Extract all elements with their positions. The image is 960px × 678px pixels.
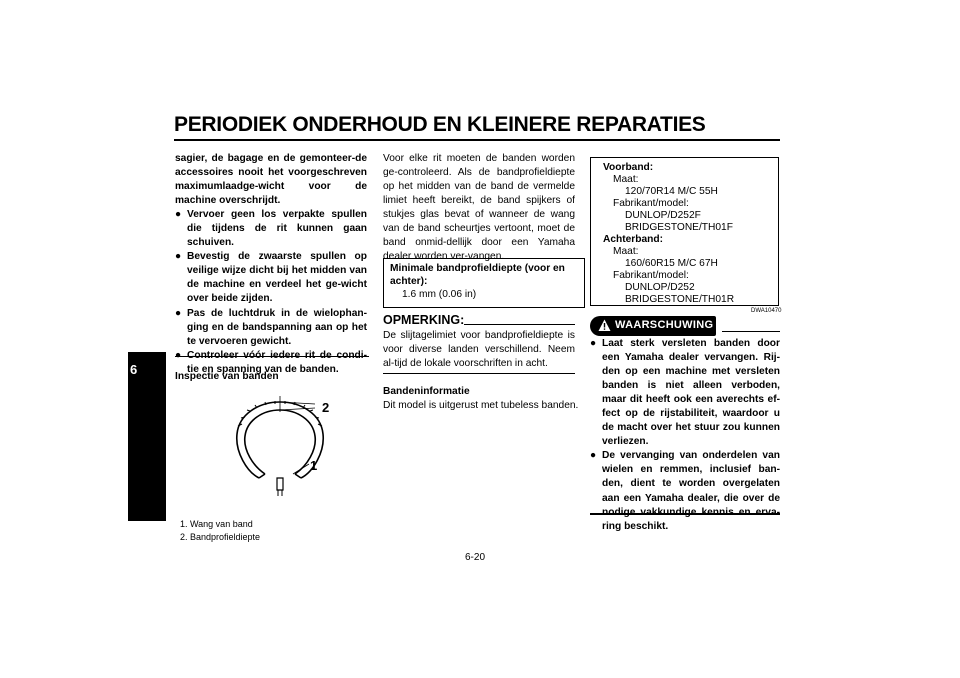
bullet-icon: ● <box>175 307 182 319</box>
tire-spec-box <box>590 157 779 306</box>
intro-text: sagier, de bagage en de gemonteer-de accessoires nooit het voorgeschreven maximumlaadge-wicht voor de machine overschrijdt. <box>175 153 367 207</box>
warning-end-rule <box>590 513 780 515</box>
bullet-icon: ● <box>590 338 597 349</box>
front-maker-label: Fabrikant/model: <box>613 198 689 209</box>
rear-tire-label: Achterband: <box>603 234 663 245</box>
note-heading-rule <box>464 324 575 325</box>
column-1 <box>175 152 367 377</box>
bullet-text: Pas de luchtdruk in de wielophan-ging en de bandspanning aan op het te vervoeren gewicht. <box>187 307 367 347</box>
bullet-text: Vervoer geen los verpakte spullen die tijdens de rit kunnen gaan schuiven. <box>187 209 367 249</box>
min-depth-box <box>383 258 585 308</box>
page-title: PERIODIEK ONDERHOUD EN KLEINERE REPARATIES <box>174 113 706 136</box>
front-model-1: DUNLOP/D252F <box>625 210 701 221</box>
bullet-text: Laat sterk versleten banden door een Yamaha dealer vervangen. Rij-den op een machine met versleten banden is niet alleen verboden, maar dit heeft ook een averechts ef-fect op de rijstabiliteit, waardoor u de macht over het stuur zou kunnen verliezen. <box>602 338 780 448</box>
front-size-value: 120/70R14 M/C 55H <box>625 186 718 197</box>
bullet-icon: ● <box>590 450 597 462</box>
info-text: Dit model is uitgerust met tubeless banden. <box>383 400 579 411</box>
bullet-text: De vervanging van onderdelen van wielen en remmen, inclusief ban-den, dient te worden overgelaten aan een Yamaha dealer, die over de ring beschikt. <box>602 450 780 532</box>
caption-line: 1. Wang van band <box>180 519 253 529</box>
note-heading: OPMERKING: <box>383 313 465 327</box>
title-rule <box>174 139 780 141</box>
rear-model-1: DUNLOP/D252 <box>625 282 695 293</box>
caption-line: 2. Bandprofieldiepte <box>180 532 261 542</box>
note-end-rule <box>383 373 575 374</box>
section-heading: Inspectie van banden <box>175 371 279 382</box>
bullet-icon: ● <box>175 251 182 263</box>
chapter-tab <box>128 352 166 521</box>
min-depth-value: 1.6 mm (0.06 in) <box>402 289 477 300</box>
note-text: De slijtagelimiet voor bandprofieldiepte is voor diverse landen verschillend. Neem al-tijd de lokale voorschriften in acht. <box>383 330 575 370</box>
warning-code: DWA10470 <box>751 308 782 314</box>
warning-triangle-icon <box>598 319 611 332</box>
rear-size-value: 160/60R15 M/C 67H <box>625 258 718 269</box>
rear-size-label: Maat: <box>613 246 639 257</box>
warning-label: WAARSCHUWING <box>615 319 714 331</box>
figure-captions <box>180 518 260 544</box>
bullet-text: Bevestig de zwaarste spullen op veilige wijze dicht bij het midden van de machine en verdeel het ge-wicht over beide zijden. <box>187 251 367 305</box>
warning-bullet <box>590 449 780 533</box>
rear-maker-label: Fabrikant/model: <box>613 270 689 281</box>
front-size-label: Maat: <box>613 174 639 185</box>
bullet-item <box>175 208 367 250</box>
warning-text <box>590 337 780 534</box>
min-depth-label: Minimale bandprofieldiepte (voor en achter): <box>390 263 565 287</box>
tire-cross-section-figure <box>225 390 335 500</box>
warning-heading-rule <box>722 331 780 332</box>
warning-bullet <box>590 337 780 449</box>
page-number: 6-20 <box>465 552 486 563</box>
bullet-item <box>175 250 367 306</box>
figure-label-1: 1 <box>310 458 318 473</box>
section-end-rule <box>175 356 369 357</box>
rear-model-2: BRIDGESTONE/TH01R <box>625 294 735 305</box>
chapter-number: 6 <box>130 362 138 377</box>
bullet-text: tie en spanning van de banden. <box>187 363 339 375</box>
bullet-icon: ● <box>175 209 182 221</box>
front-model-2: BRIDGESTONE/TH01F <box>625 222 733 233</box>
info-heading: Bandeninformatie <box>383 386 470 397</box>
figure-label-2: 2 <box>322 400 330 415</box>
front-tire-label: Voorband: <box>603 162 654 173</box>
inspection-paragraph: Voor elke rit moeten de banden worden ge-controleerd. Als de bandprofieldiepte op het midden van de band de vermelde limiet heeft bereikt, de band spijkers of stukjes glas bevat of wanneer de wang van de band scheurtjes vertoont, moet de band onmid-dellijk door een Yamaha dealer worden ver-vangen. <box>383 153 575 263</box>
bullet-item <box>175 307 367 349</box>
